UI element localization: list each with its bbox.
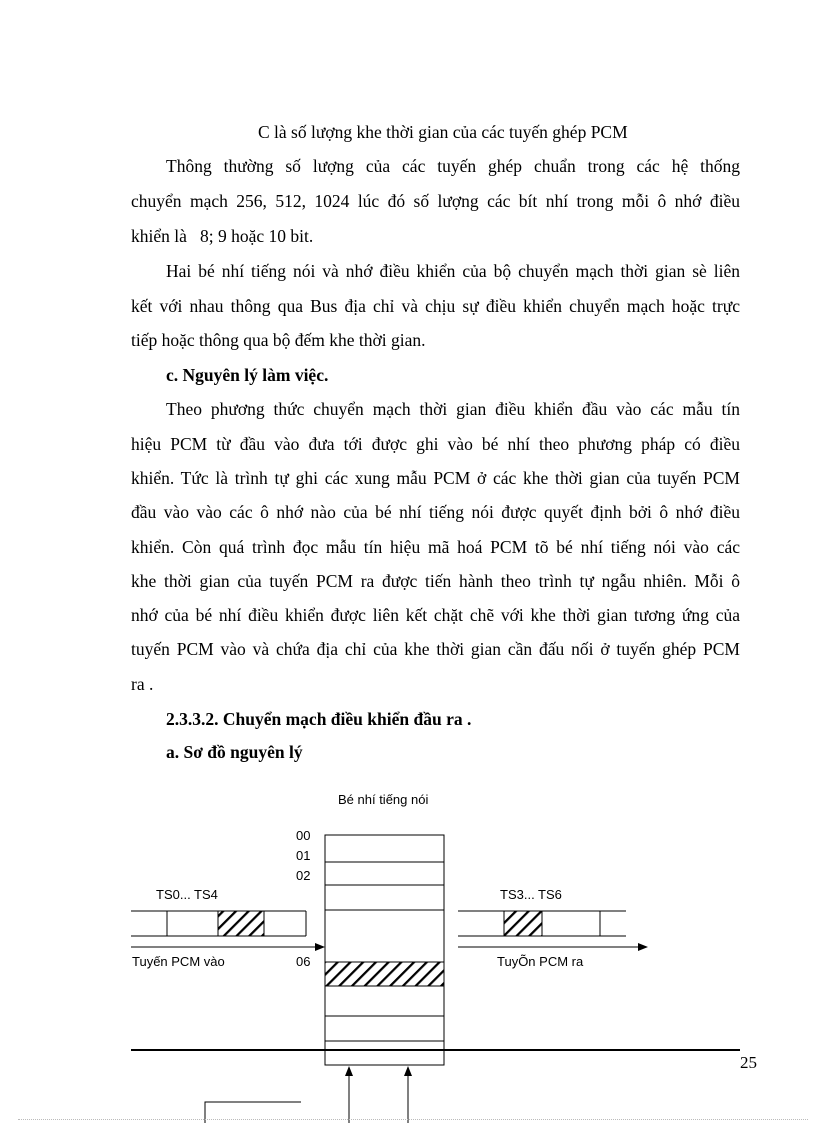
- output-pcm-label: TuyÕn PCM ra: [497, 954, 584, 969]
- input-pcm-label: Tuyến PCM vào: [132, 954, 225, 969]
- paragraph-principle-line-5: khiển. Còn quá trình đọc mẫu tín hiệu mã hoá PCM tõ bé nhí tiếng nói vào các: [131, 537, 740, 557]
- paragraph-principle-line-2: hiệu PCM từ đầu vào đưa tới được ghi vào bé nhí theo phương pháp có điều: [131, 434, 740, 454]
- paragraph-principle-line-6: khe thời gian của tuyến PCM ra được tiến hành theo trình tự ngẫu nhiên. Mỗi ô: [131, 571, 740, 591]
- address-06: 06: [296, 954, 311, 969]
- memory-cell-06-hatched: [325, 962, 444, 986]
- speech-memory-block: [325, 835, 444, 1065]
- heading-principle-diagram: a. Sơ đồ nguyên lý: [166, 742, 303, 762]
- paragraph-bus-line-3: tiếp hoặc thông qua bộ đếm khe thời gian.: [131, 330, 426, 350]
- output-arrow-head: [638, 943, 648, 951]
- paragraph-principle-line-4: đầu vào vào các ô nhớ nào của bé nhí tiếng nói được quyết định bởi ô nhớ điều: [131, 502, 740, 522]
- heading-working-principle: c. Nguyên lý làm việc.: [166, 365, 329, 385]
- input-arrow-head: [315, 943, 325, 951]
- input-slot-hatched: [218, 911, 264, 936]
- paragraph-number-of-timeslots: C là số lượng khe thời gian của các tuyến ghép PCM: [258, 122, 628, 142]
- paragraph-principle-line-9: ra .: [131, 674, 154, 694]
- address-02: 02: [296, 868, 311, 883]
- paragraph-standard-line-1: Thông thường số lượng của các tuyến ghép chuẩn trong các hệ thống: [166, 156, 740, 176]
- heading-output-controlled-switching: 2.3.3.2. Chuyển mạch điều khiển đầu ra .: [166, 709, 472, 729]
- paragraph-principle-line-3: khiển. Tức là trình tự ghi các xung mẫu PCM ở các khe thời gian của tuyến PCM: [131, 468, 740, 488]
- paragraph-bus-line-1: Hai bé nhí tiếng nói và nhớ điều khiển của bộ chuyển mạch thời gian sè liên: [166, 261, 740, 281]
- address-00: 00: [296, 828, 311, 843]
- page-bottom-divider: [18, 1119, 808, 1120]
- memory-title: Bé nhí tiếng nói: [338, 792, 429, 807]
- paragraph-principle-line-1: Theo phương thức chuyển mạch thời gian điều khiển đầu vào các mẫu tín: [166, 399, 740, 419]
- paragraph-standard-line-2: chuyển mạch 256, 512, 1024 lúc đó số lượng các bít nhí trong mỗi ô nhớ điều: [131, 191, 740, 211]
- paragraph-bus-line-2: kết với nhau thông qua Bus địa chỉ và chịu sự điều khiển chuyển mạch hoặc trực: [131, 296, 740, 316]
- address-arrow-head: [345, 1066, 353, 1076]
- address-01: 01: [296, 848, 311, 863]
- paragraph-principle-line-7: nhớ của bé nhí điều khiển được liên kết chặt chẽ với khe thời gian tương ứng của: [131, 605, 740, 625]
- output-slot-hatched: [504, 911, 542, 936]
- input-timeslots-label: TS0... TS4: [156, 887, 218, 902]
- page-number: 25: [740, 1053, 757, 1072]
- paragraph-principle-line-8: tuyến PCM vào và chứa địa chỉ của khe thời gian cần đấu nối ở tuyến ghép PCM: [131, 639, 740, 659]
- control-arrow-head: [404, 1066, 412, 1076]
- paragraph-standard-line-3: khiển là 8; 9 hoặc 10 bit.: [131, 226, 314, 246]
- output-timeslots-label: TS3... TS6: [500, 887, 562, 902]
